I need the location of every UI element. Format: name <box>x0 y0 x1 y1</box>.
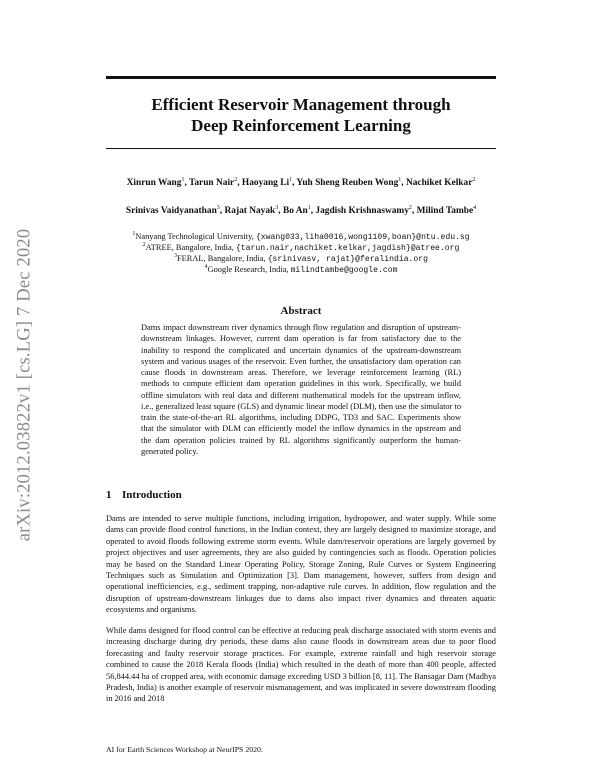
author-affiliation-mark: 2 <box>234 177 238 183</box>
author: Srinivas Vaidyanathan <box>125 206 217 216</box>
affiliation-4 <box>106 265 496 277</box>
author: Bo An <box>282 206 308 216</box>
arxiv-identifier-sidebar <box>8 210 42 560</box>
affiliation-3 <box>106 254 496 266</box>
author-affiliation-mark: 1 <box>307 205 311 211</box>
affiliation-2 <box>106 243 496 255</box>
title-line-2: Deep Reinforcement Learning <box>191 116 411 135</box>
author: Yuh Sheng Reuben Wong <box>296 178 399 188</box>
author-affiliation-mark: 1 <box>181 177 185 183</box>
affiliation-email[interactable]: {xwang033,liha0016,wong1109,boan}@ntu.edu.sg <box>255 233 470 242</box>
author: Xinrun Wang <box>126 178 182 188</box>
author-affiliation-mark: 2 <box>408 205 412 211</box>
affiliation-text: Google Research, India, <box>207 265 291 274</box>
intro-paragraph-2: While dams designed for flood control can be effective at reducing peak discharge associated with storm events and increasing discharge during dry periods, these dams also cause floods in downstream areas due to poor flood forecasting and faulty reservoir storage practices. For example, extreme rainfall and high reservoir storage combined to cause the 2018 Kerala floods (India) which resulted in the death of more than 400 people, affected 56,844.44 ha of cropped area, with economic damage exceeding USD 3 billion [8, 11]. The Bansagar Dam (Madhya Pradesh, India) is another example of reservoir mismanagement, and was implicated in severe downstream flooding in 2016 and 2018 <box>106 626 496 704</box>
affiliation-mark: 1 <box>132 231 136 237</box>
abstract-heading: Abstract <box>280 305 322 317</box>
author-affiliation-mark: 1 <box>398 177 402 183</box>
author: Jagdish Krishnaswamy <box>315 206 409 216</box>
affiliation-email[interactable]: milindtambe@google.com <box>290 266 398 275</box>
author-affiliation-mark: 1 <box>289 177 293 183</box>
author-affiliation-mark: 3 <box>216 205 220 211</box>
title-line-1: Efficient Reservoir Management through <box>151 95 451 114</box>
author-affiliation-mark: 2 <box>472 177 476 183</box>
affiliation-email[interactable]: {srinivasv, rajat}@feralindia.org <box>267 255 428 264</box>
author-affiliation-mark: 3 <box>275 205 279 211</box>
author: Tarun Nair <box>188 178 235 188</box>
affiliation-mark: 3 <box>173 253 177 259</box>
title-rule-top <box>106 76 496 79</box>
workshop-footnote: AI for Earth Sciences Workshop at NeurIPS 2020. <box>106 745 263 754</box>
section-heading-introduction <box>106 489 182 501</box>
affiliation-mark: 4 <box>204 264 208 270</box>
author: Haoyang Li <box>241 178 290 188</box>
arxiv-id-text: arXiv:2012.03822v1 [cs.LG] 7 Dec 2020 <box>14 228 35 542</box>
author: Rajat Nayak <box>224 206 276 216</box>
affiliation-text: Nanyang Technological University, <box>135 232 256 241</box>
author-row-1: Xinrun Wang$^1$, Tarun Nair$^2$, Haoyang Li$^1$, Yuh Sheng Reuben Wong$^1$, Nachiket Kelkar$^2$ <box>126 177 476 188</box>
affiliation-email[interactable]: {tarun.nair,nachiket.kelkar,jagdish}@atree.org <box>235 244 460 253</box>
author-row-2: Srinivas Vaidyanathan$^3$, Rajat Nayak$^3$, Bo An$^1$, Jagdish Krishnaswamy$^2$, Milind Tambe$^4$ <box>125 205 477 216</box>
affiliation-1 <box>106 232 496 244</box>
paper-title <box>106 94 496 136</box>
author: Milind Tambe <box>416 206 474 216</box>
affiliation-text: FERAL, Bangalore, India, <box>176 254 268 263</box>
author-affiliation-mark: 4 <box>473 205 477 211</box>
section-number: 1 <box>106 489 112 501</box>
author: Nachiket Kelkar <box>405 178 473 188</box>
affiliation-mark: 2 <box>142 242 146 248</box>
intro-paragraph-1: Dams are intended to serve multiple functions, including irrigation, hydropower, and water supply. While some dams can provide flood control functions, in the Indian context, they are largely designed to maximize storage, and operated to avoid floods following extreme storm events. While dam/reservoir operations are largely governed by project objectives and user agreements, they are also guided by contingencies such as floods. Operation policies may be based on the Standard Linear Operating Policy, Storage Zoning, Rule Curves or System Engineering Techniques such as Simulation and Optimization [3]. Dam management, however, suffers from design and operational inefficiencies, e.g., sediment trapping, non-adaptive rule curves. In addition, flow regulation and the disruption of upstream-downstream linkages due to dams also impact river dynamics and threaten aquatic ecosystems and organisms. <box>106 514 496 615</box>
section-title: Introduction <box>122 489 182 501</box>
title-rule-bottom <box>106 148 496 149</box>
affiliation-text: ATREE, Bangalore, India, <box>145 243 236 252</box>
abstract-text: Dams impact downstream river dynamics through flow regulation and disruption of upstream-downstream linkages. However, current dam operation is far from satisfactory due to the inability to respond the complicated and uncertain dynamics of the upstream-downstream system and various usages of the reservoir. Even further, the unsatisfactory dam operation can cause floods in downstream areas. Therefore, we leverage reinforcement learning (RL) methods to compute efficient dam operation guidelines in this work. Specifically, we build offline simulators with real data and different mathematical models for the upstream inflow, i.e., generalized least square (GLS) and dynamic linear model (DLM), then use the simulator to train the state-of-the-art RL algorithms, including DDPG, TD3 and SAC. Experiments show that the simulator with DLM can efficiently model the inflow dynamics in the upstream and the dam operation policies trained by RL algorithms significantly outperform the human-generated policy. <box>141 323 462 456</box>
